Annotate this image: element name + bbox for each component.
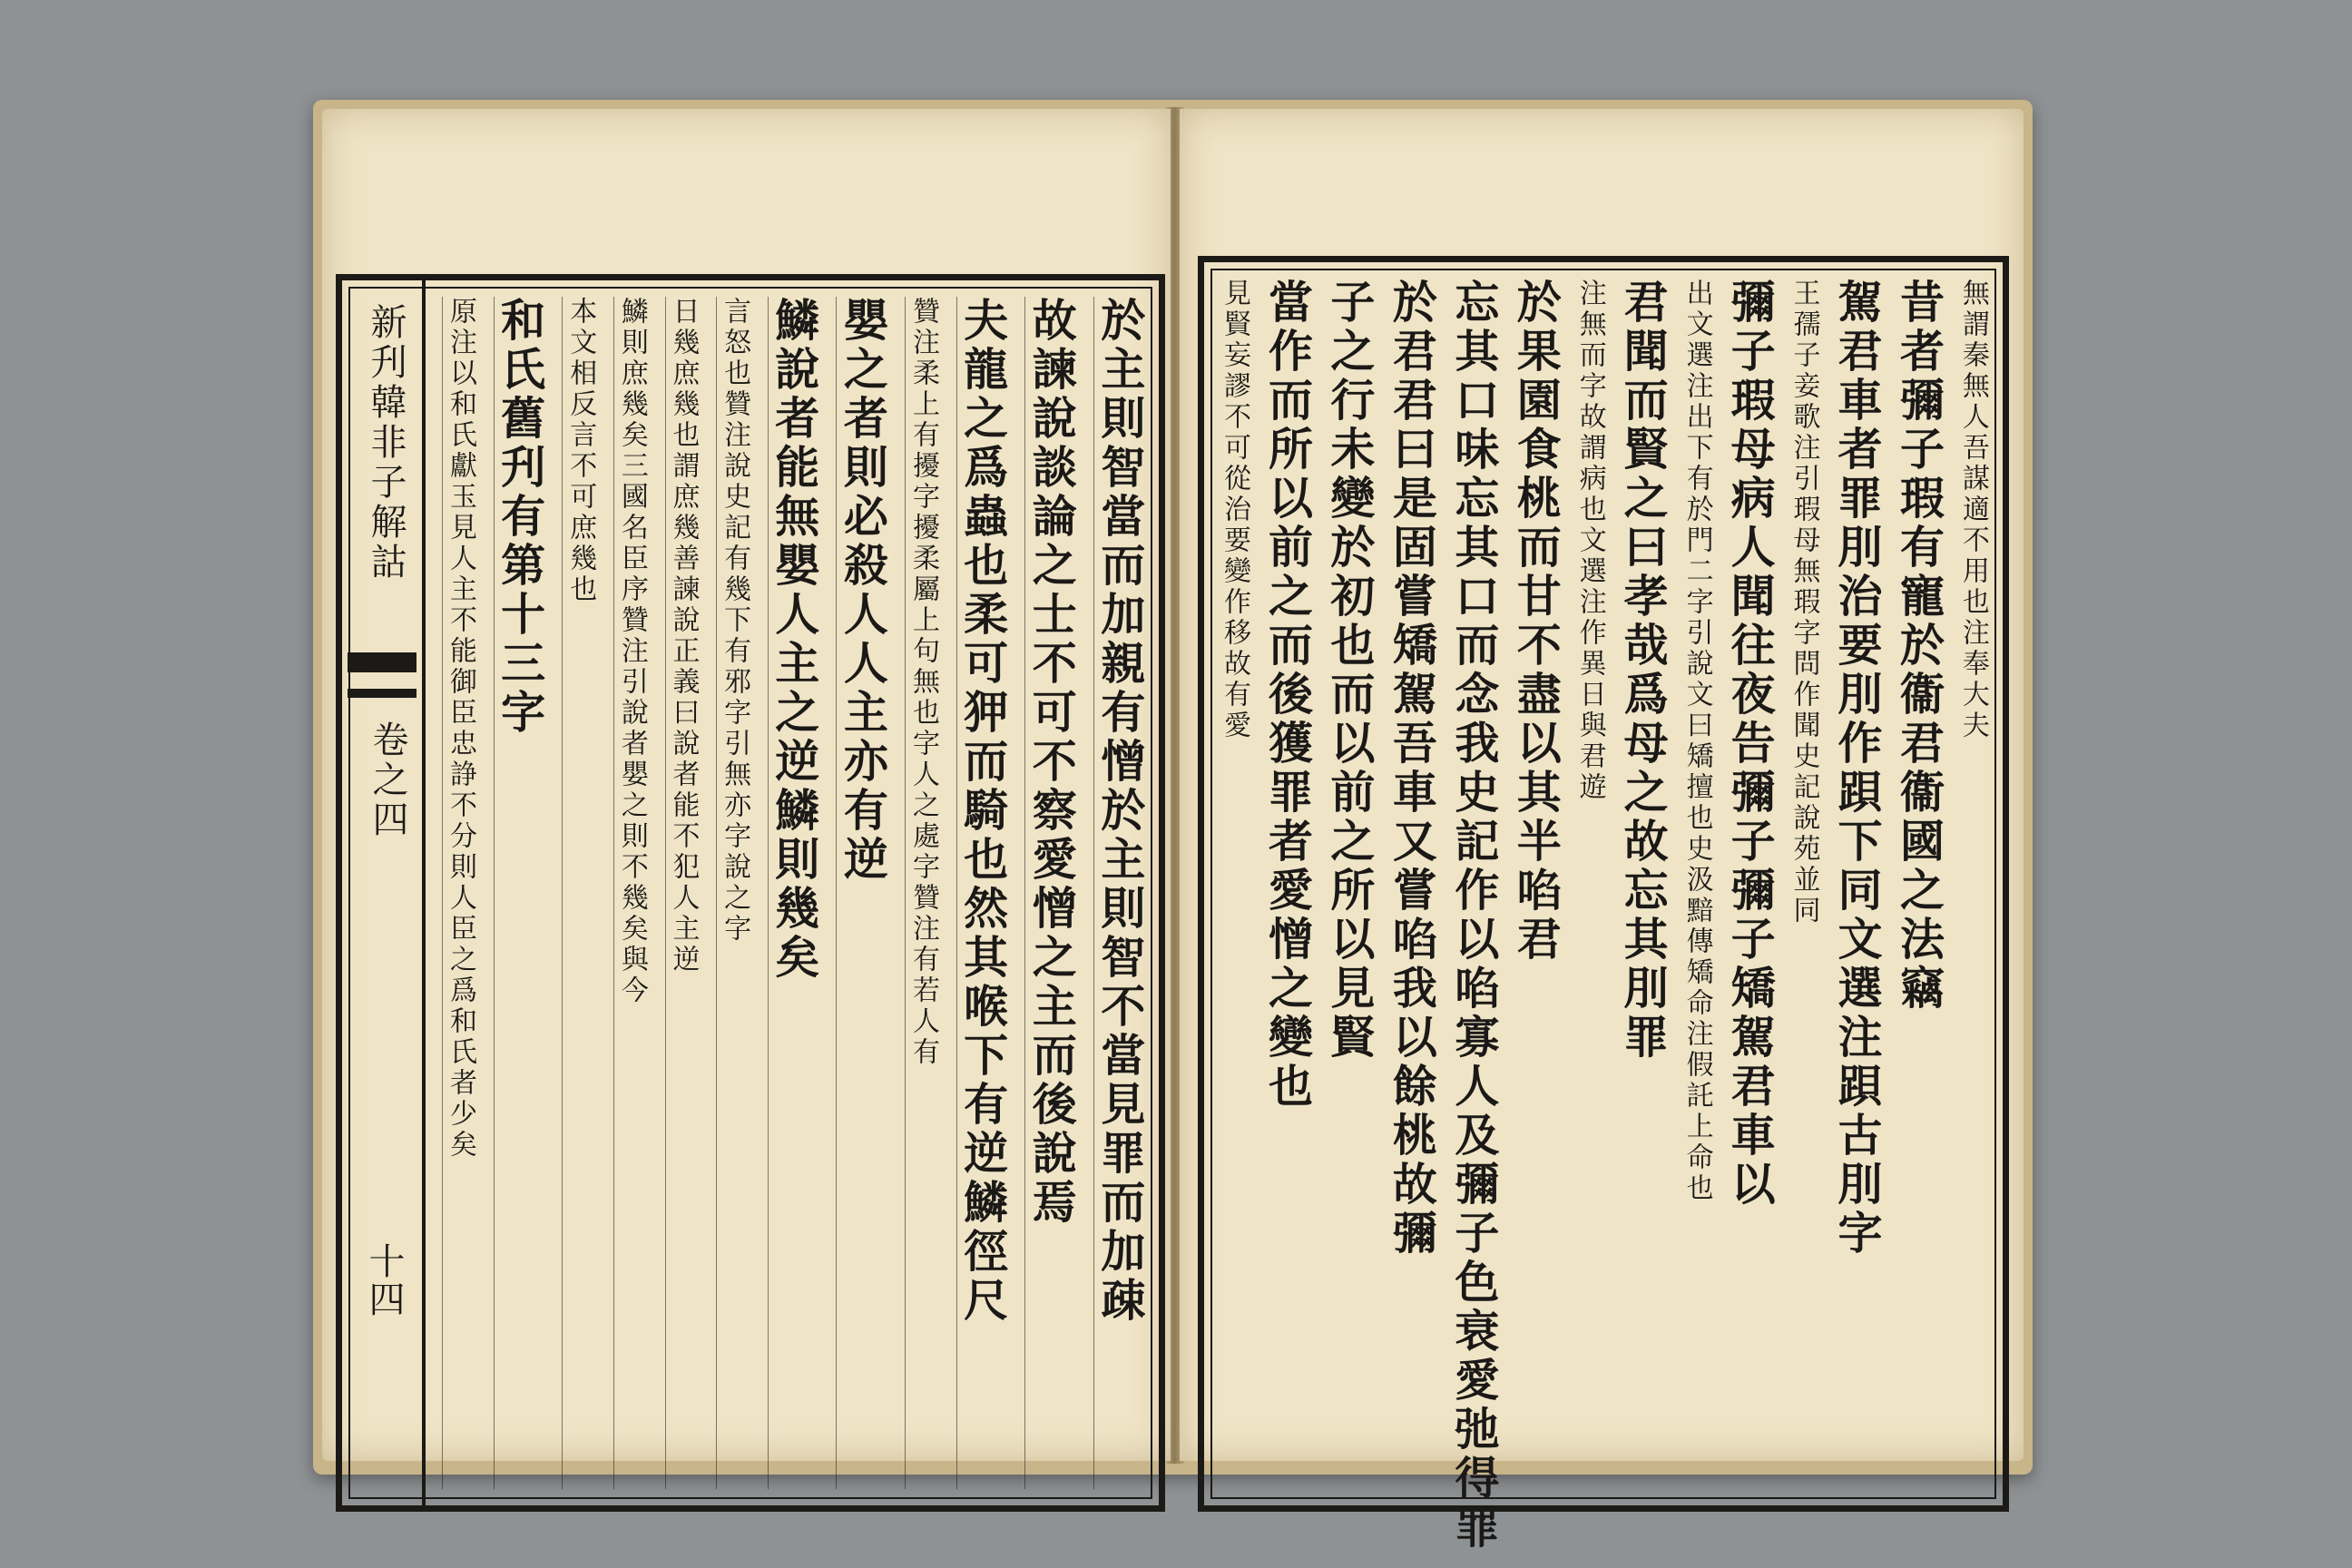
- left-page-column: 於主則智當而加親有憎於主則智不當見罪而加疎: [1093, 297, 1142, 1489]
- right-page: [1180, 109, 2024, 1553]
- margin-book-title: 新刋韓非子解詁: [365, 303, 407, 583]
- right-page-column: 忘其口味忘其口而念我史記作以啗寡人及彌子色衰愛弛得罪: [1447, 279, 1501, 1553]
- left-page-column: 嬰之者則必殺人人主亦有逆: [836, 297, 885, 1489]
- right-page-column: 君聞而賢之曰孝哉爲母之故忘其刖罪: [1617, 279, 1671, 1063]
- left-page-column: 本文相反言不可庶幾也: [562, 297, 593, 1489]
- left-page-frame: [336, 274, 1165, 1512]
- left-page-column: 夫龍之爲蟲也柔可狎而騎也然其喉下有逆鱗徑尺: [956, 297, 1005, 1489]
- open-book: [313, 100, 2033, 1553]
- left-text-columns: [442, 297, 1147, 1489]
- right-page-column: 於果園食桃而甘不盡以其半啗君: [1510, 279, 1563, 965]
- margin-volume: 卷之四: [367, 720, 408, 840]
- left-page-column: 言怒也贊注說史記有幾下有邪字引無亦字說之字: [716, 297, 748, 1489]
- page-margin-column: [342, 280, 426, 1505]
- fish-tail-mark: [348, 652, 416, 672]
- left-page: [322, 109, 1171, 1461]
- right-page-column: 出文選注出下有於門二字引說文曰矯擅也史汲黯傳矯命注假託上命也: [1681, 279, 1713, 1204]
- right-page-column: 王孺子妾歌注引瑕母無瑕字問作聞史記說苑並同: [1788, 279, 1820, 926]
- left-page-column: 日幾庶幾也謂庶幾善諫說正義曰說者能不犯人主逆: [665, 297, 697, 1489]
- left-page-column: 故諫說談論之士不可不察愛憎之主而後說焉: [1024, 297, 1073, 1489]
- left-page-column: 和氏舊刋有第十三字: [494, 297, 543, 1489]
- right-text-columns: [1219, 279, 1989, 1553]
- left-page-column: 鱗說者能無嬰人主之逆鱗則幾矣: [768, 297, 817, 1489]
- right-page-column: 注無而字故謂病也文選注作異日與君遊: [1573, 279, 1606, 803]
- right-page-column: 昔者彌子瑕有寵於衞君衞國之法竊: [1893, 279, 1946, 1014]
- right-page-frame: [1198, 256, 2009, 1553]
- margin-page-number: 十四: [363, 1242, 405, 1318]
- fish-tail-mark-lower: [348, 689, 416, 698]
- left-page-column: 原注以和氏獻玉見人主不能御臣忠諍不分則人臣之爲和氏者少矣: [442, 297, 474, 1489]
- right-page-column: 於君君曰是固嘗矯駕吾車又嘗啗我以餘桃故彌: [1386, 279, 1439, 1259]
- right-page-column: 見賢妄謬不可從治要變作移故有愛: [1219, 279, 1250, 741]
- right-page-column: 無謂秦無人吾謀適不用也注奉大夫: [1956, 279, 1989, 741]
- right-page-column: 駕君車者罪刖治要刖作䟺下同文選注䟺古刖字: [1830, 279, 1884, 1259]
- left-page-column: 贊注柔上有擾字擾柔屬上句無也字人之處字贊注有若人有: [905, 297, 936, 1489]
- right-page-column: 當作而所以前之而後獲罪者愛憎之變也: [1261, 279, 1315, 1112]
- left-page-column: 鱗則庶幾矣三國名臣序贊注引說者嬰之則不幾矣與今: [613, 297, 645, 1489]
- right-page-column: 彌子瑕母病人聞往夜告彌子彌子矯駕君車以: [1724, 279, 1778, 1210]
- right-page-column: 子之行未變於初也而以前之所以見賢: [1323, 279, 1377, 1063]
